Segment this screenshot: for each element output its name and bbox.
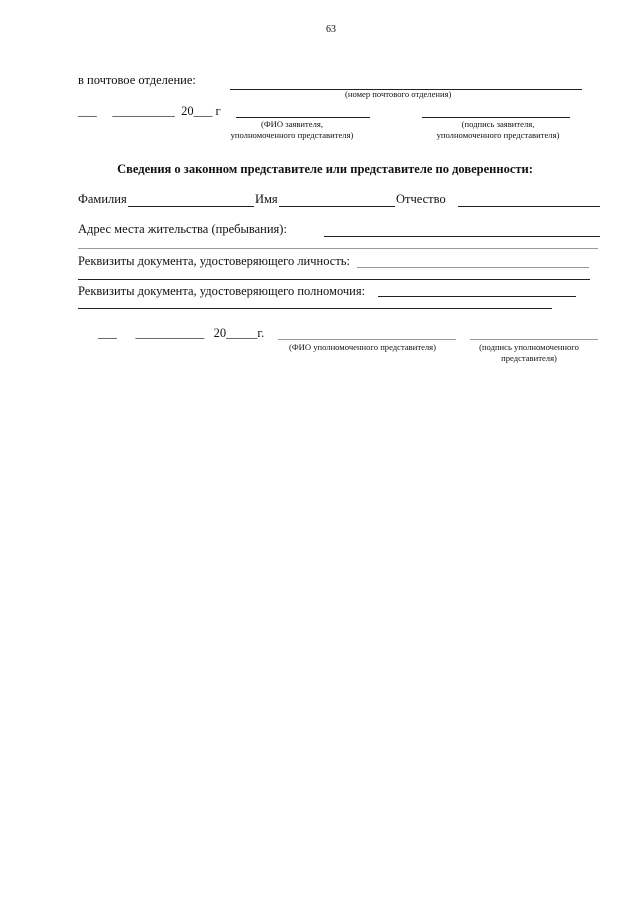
- authority-doc-label: Реквизиты документа, удостоверяющего полномочия:: [78, 284, 366, 298]
- rep-sign-hint-line-2: представителя): [501, 353, 557, 363]
- surname-field[interactable]: [128, 206, 254, 207]
- authority-doc-field[interactable]: [378, 296, 576, 297]
- address-field[interactable]: [324, 236, 600, 237]
- applicant-signature-field[interactable]: [422, 117, 570, 118]
- name-hint-line-2: уполномоченного представителя): [230, 130, 354, 140]
- first-name-label: Имя: [255, 192, 278, 206]
- patronymic-field[interactable]: [458, 206, 600, 207]
- address-label: Адрес места жительства (пребывания):: [78, 222, 287, 236]
- year-prefix: 20: [181, 104, 194, 118]
- postal-office-label: в почтовое отделение:: [78, 73, 196, 87]
- identity-doc-field[interactable]: [357, 267, 589, 268]
- page-number: 63: [326, 24, 336, 35]
- sign-hint-line-2: уполномоченного представителя): [436, 130, 560, 140]
- authority-doc-field-continued[interactable]: [78, 308, 552, 309]
- identity-doc-field-continued[interactable]: [78, 279, 590, 280]
- rep-year-suffix: г.: [257, 326, 265, 340]
- rep-date-month-blank: ___________: [135, 326, 205, 340]
- rep-date-day-blank: ___: [98, 326, 117, 340]
- identity-doc-label: Реквизиты документа, удостоверяющего личность:: [78, 254, 350, 268]
- applicant-name-field[interactable]: [236, 117, 370, 118]
- sign-hint-line-1: (подпись заявителя,: [461, 119, 535, 129]
- rep-year-prefix: 20: [213, 326, 227, 340]
- rep-signature-field[interactable]: [470, 339, 598, 340]
- rep-sign-hint-line-1: (подпись уполномоченного: [479, 342, 579, 352]
- year-blank: ___: [193, 104, 213, 118]
- surname-label: Фамилия: [78, 192, 127, 206]
- applicant-name-hint: [222, 119, 362, 141]
- postal-office-hint: (номер почтового отделения): [345, 89, 452, 99]
- rep-date[interactable]: [98, 326, 264, 341]
- rep-name-hint: (ФИО уполномоченного представителя): [289, 342, 436, 352]
- applicant-signature-hint: [416, 119, 580, 141]
- year-suffix: г: [215, 104, 221, 118]
- first-name-field[interactable]: [279, 206, 395, 207]
- date-day-blank: ___: [78, 104, 97, 118]
- address-field-continued[interactable]: [78, 248, 598, 249]
- representative-heading: Сведения о законном представителе или представителе по доверенности:: [117, 162, 533, 176]
- patronymic-label: Отчество: [396, 192, 446, 206]
- rep-signature-hint: [466, 342, 592, 364]
- rep-year-blank: _____: [226, 326, 258, 340]
- rep-name-field[interactable]: [278, 339, 456, 340]
- name-hint-line-1: (ФИО заявителя,: [261, 119, 323, 129]
- date-month-blank: __________: [112, 104, 175, 118]
- applicant-date[interactable]: [78, 104, 221, 119]
